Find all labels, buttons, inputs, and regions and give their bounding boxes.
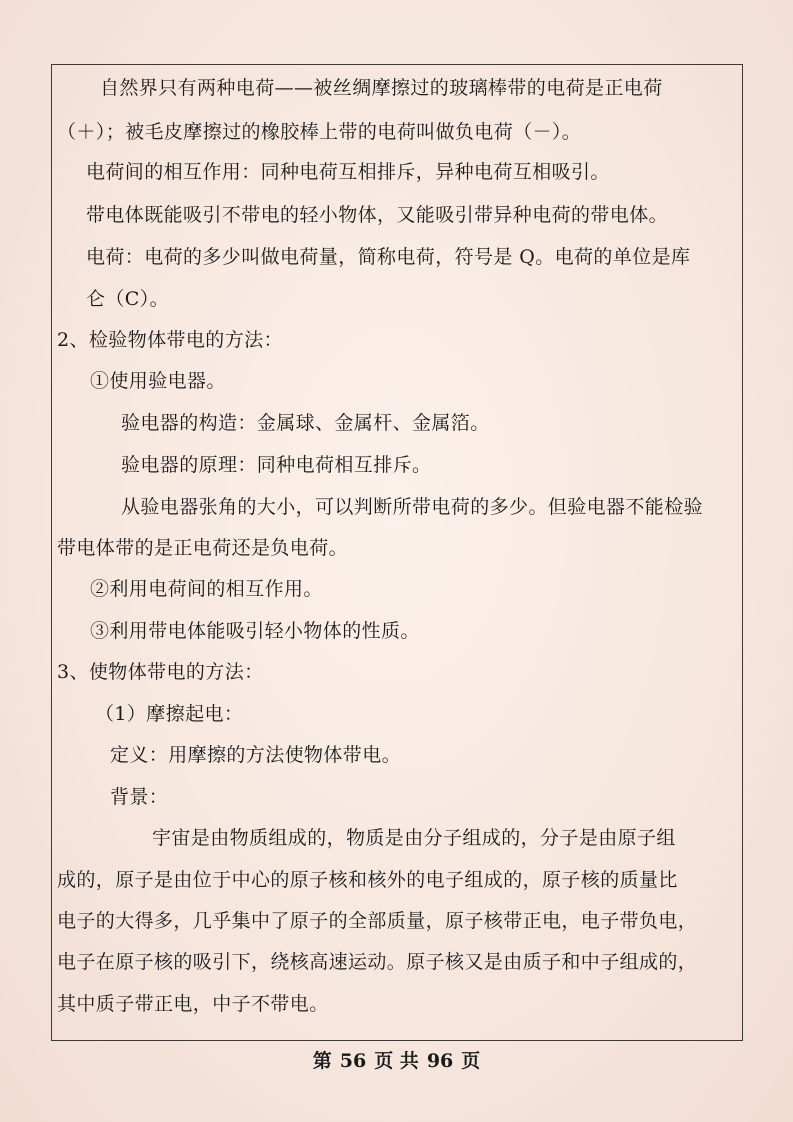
text-line: 带电体既能吸引不带电的轻小物体，又能吸引带异种电荷的带电体。 — [86, 204, 669, 226]
text-line: 背景： — [110, 786, 169, 808]
text-line: 从验电器张角的大小，可以判断所带电荷的多少。但验电器不能检验 — [121, 496, 704, 518]
text-line: （＋）；被毛皮摩擦过的橡胶棒上带的电荷叫做负电荷（－）。 — [57, 121, 582, 143]
text-line: 自然界只有两种电荷——被丝绸摩擦过的玻璃棒带的电荷是正电荷 — [100, 77, 663, 99]
text-line: （1）摩擦起电： — [95, 703, 244, 725]
text-line: 其中质子带正电，中子不带电。 — [57, 993, 329, 1015]
text-line: 仑（C）。 — [86, 288, 170, 310]
text-line: 验电器的构造：金属球、金属杆、金属箔。 — [121, 412, 490, 434]
footer-prefix: 第 — [312, 1050, 332, 1072]
footer-suffix: 页 — [461, 1050, 481, 1072]
text-line: 电子的大得多，几乎集中了原子的全部质量，原子核带正电，电子带负电， — [57, 910, 698, 932]
text-line: 电荷：电荷的多少叫做电荷量，简称电荷，符号是 Q。电荷的单位是库 — [86, 246, 691, 268]
text-line: 宇宙是由物质组成的，物质是由分子组成的，分子是由原子组 — [152, 827, 676, 849]
footer-middle: 页 共 — [374, 1050, 419, 1072]
text-line: 带电体带的是正电荷还是负电荷。 — [57, 537, 349, 559]
text-line: 定义：用摩擦的方法使物体带电。 — [110, 744, 402, 766]
page-footer — [0, 1046, 793, 1073]
text-line: ③利用带电体能吸引轻小物体的性质。 — [90, 620, 420, 642]
total-page-number: 96 — [426, 1050, 454, 1072]
current-page-number: 56 — [339, 1050, 367, 1072]
text-line: 电子在原子核的吸引下，绕核高速运动。原子核又是由质子和中子组成的， — [57, 951, 698, 973]
text-line: ②利用电荷间的相互作用。 — [90, 578, 323, 600]
text-line: 验电器的原理：同种电荷相互排斥。 — [121, 454, 432, 476]
text-line: 成的，原子是由位于中心的原子核和核外的电子组成的，原子核的质量比 — [57, 869, 678, 891]
section-heading: 2、检验物体带电的方法： — [57, 329, 283, 351]
section-heading: 3、使物体带电的方法： — [57, 661, 264, 683]
text-line: ①使用验电器。 — [90, 370, 226, 392]
text-line: 电荷间的相互作用：同种电荷互相排斥，异种电荷互相吸引。 — [86, 161, 610, 183]
